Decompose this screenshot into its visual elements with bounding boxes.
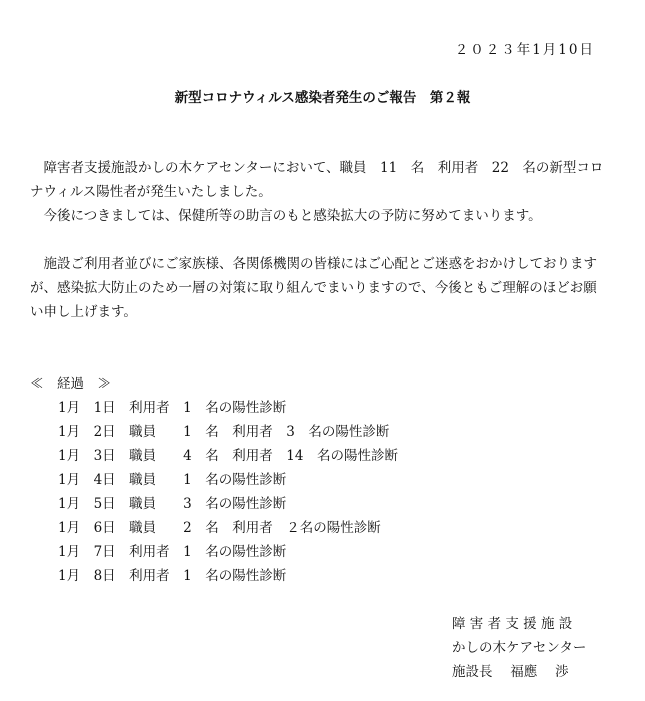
paragraph-prevention: 今後につきましては、保健所等の助言のもと感染拡大の予防に努めてまいります。 (30, 208, 542, 224)
paragraph-apology: 施設ご利用者並びにご家族様、各関係機関の皆様にはご心配とご迷惑をおかけしておりますが、感染拡大防止のため一層の対策に取り組んでまいりますので、今後ともご理解のほどお願い申し上げます。 (30, 256, 597, 320)
history-heading: ≪ 経過 ≫ (30, 376, 111, 392)
history-item: 1月 1日 利用者 1 名の陽性診断 (58, 400, 287, 416)
signature-block (452, 612, 586, 684)
history-item: 1月 2日 職員 1 名 利用者 3 名の陽性診断 (58, 424, 390, 440)
history-item: 1月 5日 職員 3 名の陽性診断 (58, 496, 287, 512)
signature-director: 施設長 福應 渉 (452, 664, 569, 680)
history-item: 1月 4日 職員 1 名の陽性診断 (58, 472, 287, 488)
history-item: 1月 8日 利用者 1 名の陽性診断 (58, 568, 287, 584)
history-item: 1月 7日 利用者 1 名の陽性診断 (58, 544, 287, 560)
history-item: 1月 3日 職員 4 名 利用者 14 名の陽性診断 (58, 448, 398, 464)
signature-center-name: かしの木ケアセンター (452, 640, 587, 656)
document-date: ２０２３年1月10日 (454, 42, 595, 58)
history-item: 1月 6日 職員 2 名 利用者 ２名の陽性診断 (58, 520, 381, 536)
paragraph-outbreak-report: 障害者支援施設かしの木ケアセンターにおいて、職員 11 名 利用者 22 名の新型コロナウィルス陽性者が発生いたしました。 (30, 160, 604, 200)
signature-organization: 障 害 者 支 援 施 設 (452, 616, 573, 632)
document-title: 新型コロナウィルス感染者発生のご報告 第２報 (174, 90, 471, 106)
history-list (58, 396, 398, 588)
